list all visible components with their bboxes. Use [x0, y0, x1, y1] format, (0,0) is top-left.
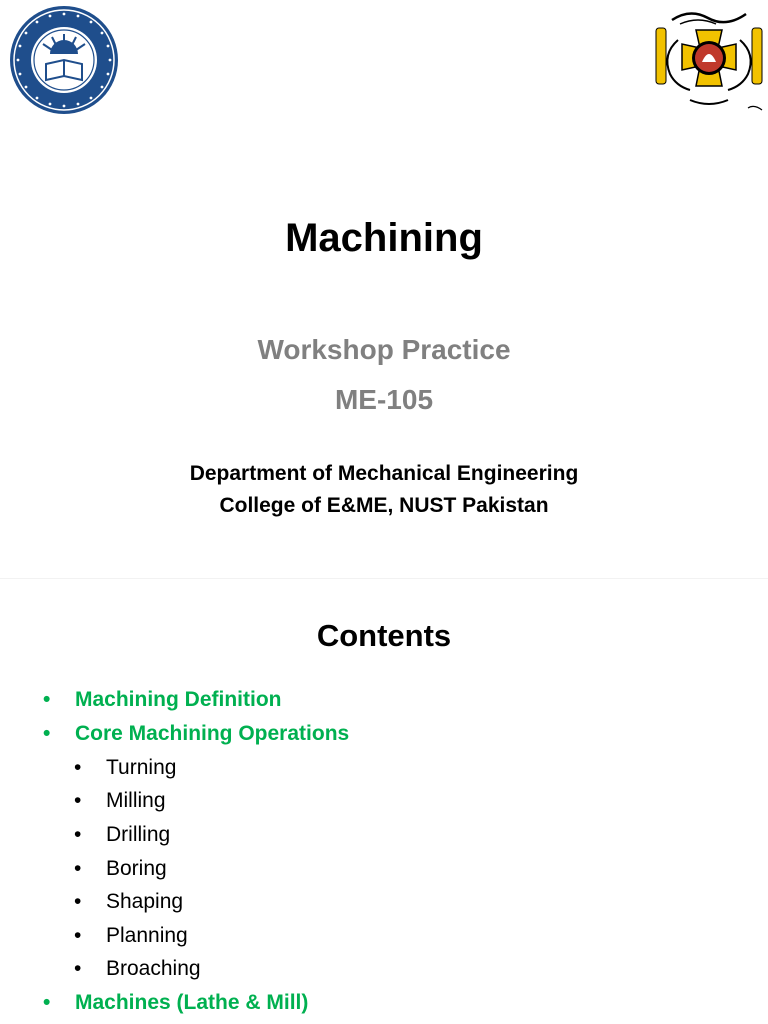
department-name: Department of Mechanical Engineering	[189, 462, 579, 485]
list-item: • Planning	[74, 924, 188, 947]
list-item: • Shaping	[74, 890, 184, 913]
bullet-icon: •	[74, 957, 82, 980]
list-item: • Drilling	[74, 823, 171, 846]
course-code: ME-105	[334, 384, 434, 415]
contents-slide	[0, 580, 768, 1024]
list-item: • Milling	[74, 789, 166, 812]
list-item: • Broaching	[74, 957, 201, 980]
bullet-icon: •	[43, 722, 51, 745]
slide-title: Machining	[285, 216, 483, 260]
bullet-icon: •	[74, 924, 82, 947]
nust-university-seal-icon	[8, 4, 120, 116]
bullet-icon: •	[74, 890, 82, 913]
bullet-icon: •	[74, 857, 82, 880]
bullet-icon: •	[43, 991, 51, 1014]
list-item: • Turning	[74, 756, 177, 779]
list-item: • Machining Definition	[43, 688, 282, 711]
list-item: • Core Machining Operations	[43, 722, 350, 745]
list-item: • Boring	[74, 857, 167, 880]
eme-college-emblem-icon	[650, 4, 768, 118]
bullet-icon: •	[43, 688, 51, 711]
list-item: • Machines (Lathe & Mill)	[43, 991, 309, 1014]
contents-heading: Contents	[316, 618, 452, 653]
bullet-icon: •	[74, 756, 82, 779]
bullet-icon: •	[74, 823, 82, 846]
course-name: Workshop Practice	[257, 334, 511, 365]
bullet-icon: •	[74, 789, 82, 812]
slide-divider	[0, 578, 768, 579]
college-name: College of E&ME, NUST Pakistan	[219, 494, 549, 517]
